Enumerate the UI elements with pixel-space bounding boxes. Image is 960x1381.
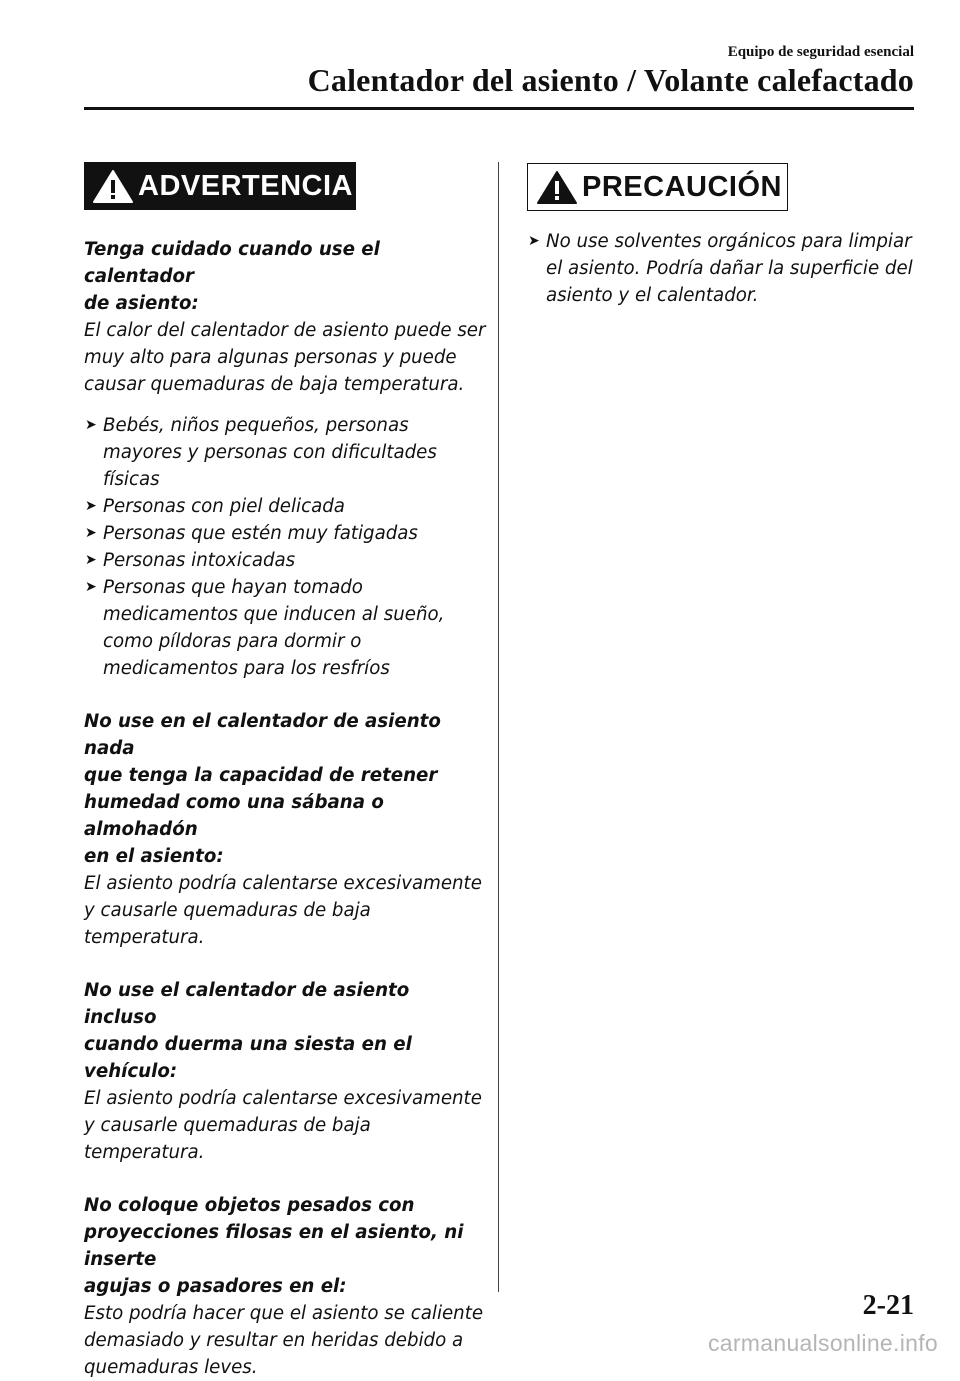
header-rule (84, 107, 914, 110)
warning-heading-line: agujas o pasadores en el: (84, 1276, 347, 1297)
list-item (84, 493, 488, 520)
arrowhead-bullet-icon: ➤ (528, 233, 540, 249)
list-item (527, 228, 922, 309)
page-number: 2-21 (862, 1290, 914, 1321)
warning-heading (84, 977, 488, 1085)
caution-banner (527, 163, 788, 211)
bullet-line: asiento y el calentador. (546, 285, 759, 306)
warning-body-line: El asiento podría calentarse excesivamente (84, 873, 482, 894)
warning-heading-line: cuando duerma una siesta en el vehículo: (84, 1034, 412, 1082)
warning-body (84, 870, 488, 951)
watermark: carmanualsonline.info (707, 1330, 938, 1356)
warning-heading-line: No coloque objetos pesados con (84, 1195, 415, 1216)
warning-heading-line: No use el calentador de asiento incluso (84, 980, 410, 1028)
bullet-line: físicas (103, 469, 160, 490)
warning-body-line: demasiado y resultar en heridas debido a (84, 1330, 464, 1351)
warning-triangle-icon (534, 168, 580, 206)
arrowhead-bullet-icon: ➤ (85, 552, 97, 568)
warning-body-line: y causarle quemaduras de baja (84, 900, 371, 921)
arrowhead-bullet-icon: ➤ (85, 498, 97, 514)
bullet-line: Personas que hayan tomado (103, 577, 363, 598)
warning-body-line: temperatura. (84, 927, 205, 948)
warning-heading (84, 708, 488, 870)
bullet-line: No use solventes orgánicos para limpiar (546, 231, 912, 252)
warning-heading-line: No use en el calentador de asiento nada (84, 711, 441, 759)
bullet-line: Personas con piel delicada (103, 496, 345, 517)
bullet-line: mayores y personas con dificultades (103, 442, 437, 463)
warning-body-line: muy alto para algunas personas y puede (84, 347, 457, 368)
warning-body (84, 1085, 488, 1166)
warning-body-line: Esto podría hacer que el asiento se caliente (84, 1303, 484, 1324)
warning-body (84, 317, 488, 398)
warning-body-line: temperatura. (84, 1142, 205, 1163)
warning-triangle-icon (90, 167, 136, 205)
page-title: Calentador del asiento / Volante calefactado (307, 62, 914, 98)
bullet-line: Personas intoxicadas (103, 550, 296, 571)
caution-content (527, 228, 922, 309)
warning-heading-line: Tenga cuidado cuando use el calentador (84, 239, 380, 287)
bullet-line: Bebés, niños pequeños, personas (103, 415, 409, 436)
warning-heading-line: de asiento: (84, 293, 199, 314)
arrowhead-bullet-icon: ➤ (85, 417, 97, 433)
warning-banner-label: ADVERTENCIA (138, 169, 353, 202)
bullet-line: Personas que estén muy fatigadas (103, 523, 418, 544)
warning-heading-line: que tenga la capacidad de retener (84, 765, 438, 786)
warning-body-line: El asiento podría calentarse excesivamente (84, 1088, 482, 1109)
warning-heading (84, 236, 488, 317)
bullet-line: medicamentos para los resfríos (103, 658, 390, 679)
warning-heading-line: proyecciones filosas en el asiento, ni inserte (84, 1222, 464, 1270)
bullet-line: el asiento. Podría dañar la superficie del (546, 258, 913, 279)
list-item (84, 547, 488, 574)
bullet-line: como píldoras para dormir o (103, 631, 362, 652)
warning-heading-line: en el asiento: (84, 846, 224, 867)
column-divider (498, 162, 499, 1292)
section-label: Equipo de seguridad esencial (727, 44, 914, 60)
arrowhead-bullet-icon: ➤ (85, 525, 97, 541)
warning-banner (84, 162, 356, 210)
bullet-line: medicamentos que inducen al sueño, (103, 604, 445, 625)
arrowhead-bullet-icon: ➤ (85, 579, 97, 595)
warning-body-line: causar quemaduras de baja temperatura. (84, 374, 465, 395)
warning-heading-line: humedad como una sábana o almohadón (84, 792, 384, 840)
warning-body-line: El calor del calentador de asiento puede ser (84, 320, 486, 341)
warning-bullet-list (84, 412, 488, 682)
caution-banner-label: PRECAUCIÓN (582, 170, 782, 203)
warning-content (84, 236, 488, 1381)
caution-bullet-list (527, 228, 922, 309)
list-item (84, 520, 488, 547)
warning-body-line: y causarle quemaduras de baja (84, 1115, 371, 1136)
warning-heading (84, 1192, 488, 1300)
list-item (84, 412, 488, 493)
warning-body (84, 1300, 488, 1381)
list-item (84, 574, 488, 682)
warning-body-line: quemaduras leves. (84, 1357, 258, 1378)
